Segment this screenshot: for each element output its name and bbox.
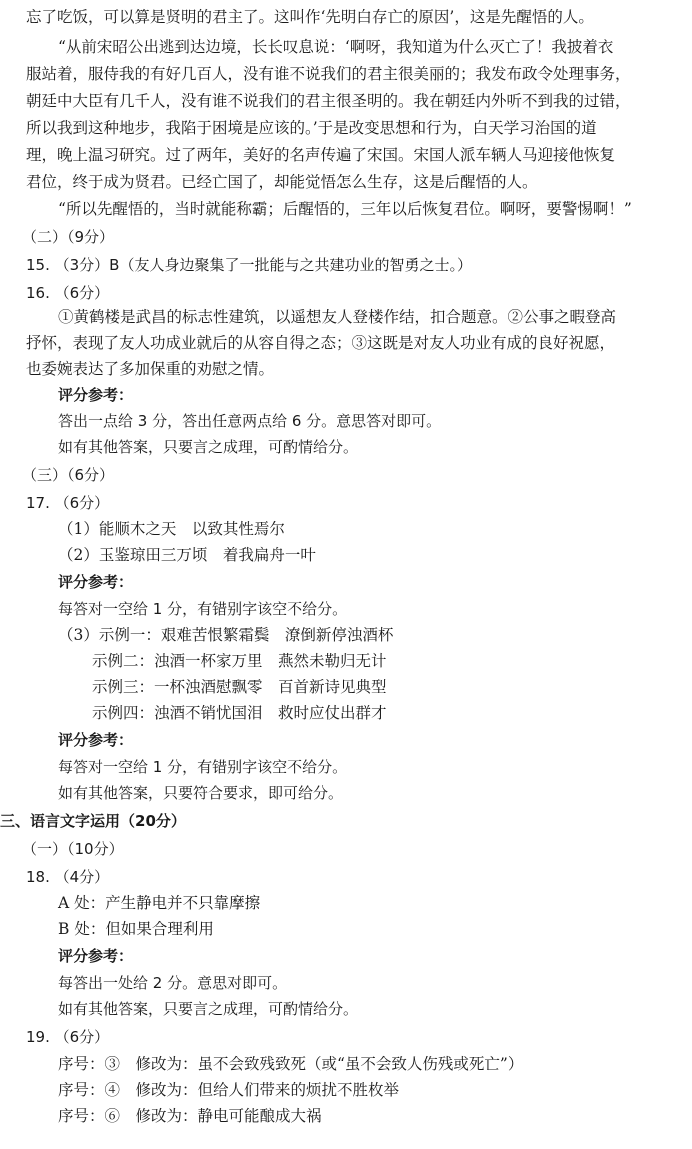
answer-line: （2）玉鉴琼田三万顷 着我扁舟一叶 <box>58 546 316 564</box>
example-line: 示例四：浊酒不销忧国泪 救时应仗出群才 <box>92 704 387 722</box>
section-heading: （三）（6分） <box>22 466 115 484</box>
passage-line: 理，晚上温习研究。过了两年，美好的名声传遍了宋国。宋国人派车辆人马迎接他恢复 <box>26 146 616 164</box>
passage-line: 所以我到这种地步，我陷于困境是应该的。’于是改变思想和行为，白天学习治国的道 <box>26 119 597 137</box>
scoring-label: 评分参考： <box>58 731 134 749</box>
scoring-label: 评分参考： <box>58 947 134 965</box>
part-heading: 三、语言文字运用（20分） <box>0 812 186 830</box>
scoring-line: 如有其他答案，只要符合要求，即可给分。 <box>58 784 344 802</box>
answer-line: 序号：⑥ 修改为：静电可能酿成大祸 <box>58 1107 322 1125</box>
question-heading: 18. （4分） <box>26 868 110 886</box>
passage-line: 忘了吃饭，可以算是贤明的君主了。这叫作‘先明白存亡的原因’，这是先醒悟的人。 <box>26 8 594 26</box>
answer-line: 序号：③ 修改为：虽不会致残致死（或“虽不会致人伤残或死亡”） <box>58 1055 524 1073</box>
example-line: （3）示例一：艰难苦恨繁霜鬓 潦倒新停浊酒杯 <box>58 626 394 644</box>
section-heading: （一）（10分） <box>22 840 124 858</box>
example-line: 示例三：一杯浊酒慰飘零 百首新诗见典型 <box>92 678 387 696</box>
answer-line: B 处：但如果合理利用 <box>58 920 214 938</box>
example-line: 示例二：浊酒一杯家万里 燕然未勒归无计 <box>92 652 387 670</box>
scoring-label: 评分参考： <box>58 573 134 591</box>
scoring-line: 如有其他答案，只要言之成理，可酌情给分。 <box>58 1000 359 1018</box>
answer-line: 序号：④ 修改为：但给人们带来的烦扰不胜枚举 <box>58 1081 400 1099</box>
question-heading: 16. （6分） <box>26 284 110 302</box>
passage-line: “所以先醒悟的，当时就能称霸；后醒悟的，三年以后恢复君位。啊呀，要警惕啊！” <box>58 200 632 218</box>
question-heading: 17. （6分） <box>26 494 110 512</box>
scoring-label: 评分参考： <box>58 386 134 404</box>
scoring-line: 每答对一空给 1 分，有错别字该空不给分。 <box>58 600 348 618</box>
answer-line: ①黄鹤楼是武昌的标志性建筑，以遥想友人登楼作结，扣合题意。②公事之暇登高 <box>58 308 617 326</box>
answer-line: （1）能顺木之天 以致其性焉尔 <box>58 520 285 538</box>
scoring-line: 每答出一处给 2 分。意思对即可。 <box>58 974 288 992</box>
passage-line: 君位，终于成为贤君。已经亡国了，却能觉悟怎么生存，这是后醒悟的人。 <box>26 173 538 191</box>
answer-line: A 处：产生静电并不只靠摩擦 <box>58 894 261 912</box>
scoring-line: 每答对一空给 1 分，有错别字该空不给分。 <box>58 758 348 776</box>
section-heading: （二）（9分） <box>22 228 115 246</box>
answer-line: 也委婉表达了多加保重的劝慰之情。 <box>26 360 275 378</box>
passage-line: 服站着，服侍我的有好几百人，没有谁不说我们的君主很美丽的；我发布政令处理事务， <box>26 65 631 83</box>
question-heading: 19. （6分） <box>26 1028 110 1046</box>
scoring-line: 答出一点给 3 分，答出任意两点给 6 分。意思答对即可。 <box>58 412 442 430</box>
passage-line: 朝廷中大臣有几千人，没有谁不说我们的君主很圣明的。我在朝廷内外听不到我的过错， <box>26 92 631 110</box>
scoring-line: 如有其他答案，只要言之成理，可酌情给分。 <box>58 438 359 456</box>
answer-line: 抒怀，表现了友人功成业就后的从容自得之态；③这既是对友人功业有成的良好祝愿， <box>26 334 616 352</box>
answer-line: 15. （3分）B（友人身边聚集了一批能与之共建功业的智勇之士。） <box>26 256 472 274</box>
passage-line: “从前宋昭公出逃到达边境，长长叹息说：‘啊呀，我知道为什么灭亡了！我披着衣 <box>58 38 614 56</box>
